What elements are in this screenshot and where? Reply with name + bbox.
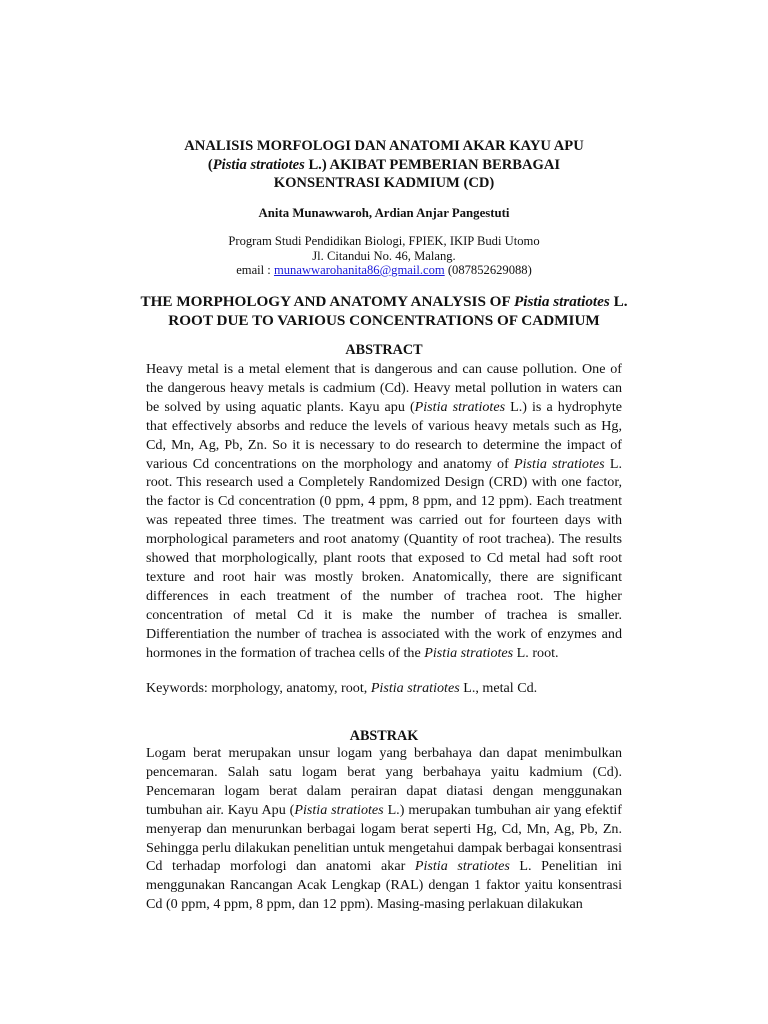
english-title-pre: THE MORPHOLOGY AND ANATOMY ANALYSIS OF (140, 293, 515, 310)
affiliation-institution: Program Studi Pendidikan Biologi, FPIEK, IKIP Budi Utomo (228, 234, 540, 248)
keywords (146, 680, 622, 697)
abstract-species-3: Pistia stratiotes (424, 644, 514, 661)
abstract-text-2: L.) is a hydrophyte that effectively absorbs and reduce the levels of various heavy metals such as Hg, Cd, Mn, Ag, Pb, Zn. So it is necessary to do research to determine the impact of various Cd concentrations on the morphology and anatomy of (146, 398, 622, 472)
english-title-species: Pistia stratiotes (514, 293, 610, 310)
english-title-line-2: ROOT DUE TO VARIOUS CONCENTRATIONS OF CADMIUM (168, 312, 600, 329)
abstrak-species-2: Pistia stratiotes (414, 858, 510, 875)
paper-title (0, 137, 768, 193)
affiliation-address: Jl. Citandui No. 46, Malang. (312, 248, 456, 263)
phone-number: (087852629088) (444, 263, 532, 277)
keywords-post: L., metal Cd. (459, 680, 538, 696)
abstrak-text-1: Logam berat merupakan unsur logam yang berbahaya dan dapat menimbulkan pencemaran. Salah satu logam berat yang berbahaya yaitu kadmium (Cd). Pencemaran logam berat dalam perairan dapat diatasi dengan menggunakan tumbuhan air. Kayu Apu ( (146, 745, 622, 818)
english-title-line-1 (0, 292, 768, 311)
title-paren: ( (207, 156, 213, 173)
title-line-1: ANALISIS MORFOLOGI DAN ANATOMI AKAR KAYU APU (184, 138, 584, 154)
keywords-species: Pistia stratiotes (370, 680, 460, 696)
abstract-text-1: Heavy metal is a metal element that is dangerous and can cause pollution. One of the dangerous heavy metals is cadmium (Cd). Heavy metal pollution in waters can be solved by using aquatic plants. Kayu apu ( (146, 361, 622, 415)
abstrak-text-2: L.) merupakan tumbuhan air yang efektif menyerap dan menurunkan berbagai logam berat seperti Hg, Cd, Mn, Ag, Pb, Zn. Sehingga perlu dilakukan penelitian untuk mengetahui dampak berbagai konsentrasi Cd terhadap morfologi dan anatomi akar (146, 801, 622, 875)
email-label: email : (236, 263, 274, 277)
title-line-2 (0, 156, 768, 175)
abstract-heading: ABSTRACT (345, 342, 423, 358)
title-species: Pistia stratiotes (212, 156, 305, 173)
affiliation (0, 234, 768, 278)
abstrak-heading: ABSTRAK (349, 728, 419, 744)
abstract-species-2: Pistia stratiotes (514, 455, 605, 472)
abstract-text-3: L. root. This research used a Completely Randomized Design (CRD) with one factor, the factor is Cd concentration (0 ppm, 4 ppm, 8 ppm, and 12 ppm). Each treatment was repeated three times. The treatment was carried out for fourteen days with morphological parameters and root anatomy (Quantity of root trachea). The results showed that morphologically, plant roots that exposed to Cd metal had soft root texture and root hair was mostly broken. Anatomically, there are significant differences in each treatment of the number of trachea root. The higher concentration of metal Cd it is make the number of trachea is smaller. Differentiation the number of trachea is associated with the work of enzymes and hormones in the formation of trachea cells of the (146, 455, 622, 661)
english-title (0, 292, 768, 330)
affiliation-contact (0, 263, 768, 278)
abstract-text-4: L. root. (513, 644, 559, 661)
email-link[interactable]: munawwarohanita86@gmail.com (273, 263, 445, 277)
abstract-body (146, 360, 622, 663)
author-list: Anita Munawwaroh, Ardian Anjar Pangestuti (258, 206, 510, 220)
keywords-pre: Keywords: morphology, anatomy, root, (146, 680, 371, 696)
abstract-species-1: Pistia stratiotes (414, 398, 506, 415)
english-title-post: L. (609, 293, 628, 310)
abstrak-body (146, 744, 622, 914)
title-line-2-rest: L.) AKIBAT PEMBERIAN BERBAGAI (304, 156, 561, 173)
title-line-3: KONSENTRASI KADMIUM (CD) (273, 175, 495, 191)
abstrak-text-3: L. Penelitian ini menggunakan Rancangan Acak Lengkap (RAL) dengan 1 faktor yaitu konsentrasi Cd (0 ppm, 4 ppm, 8 ppm, dan 12 ppm). Masing-masing perlakuan dilakukan (146, 858, 622, 913)
abstrak-species-1: Pistia stratiotes (294, 801, 384, 818)
